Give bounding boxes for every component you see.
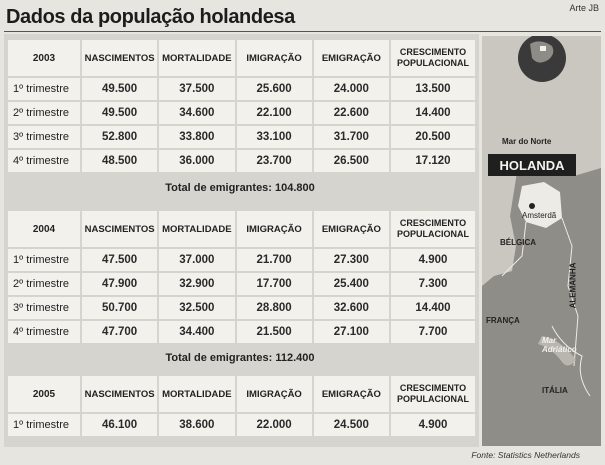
col-mortality: MORTALIDADE [159,40,234,76]
year-cell: 2003 [8,40,80,76]
col-immigration: IMIGRAÇÃO [237,40,312,76]
row-label: 4º trimestre [8,321,80,343]
row-label: 3º trimestre [8,126,80,148]
row-label: 4º trimestre [8,150,80,172]
cell-emigration: 32.600 [314,297,389,319]
cell-births: 49.500 [82,78,157,100]
col-immigration: IMIGRAÇÃO [237,211,312,247]
col-growth: CRESCIMENTO POPULACIONAL [391,211,475,247]
table-row [8,126,475,148]
row-label: 2º trimestre [8,102,80,124]
row-label: 1º trimestre [8,78,80,100]
col-births: NASCIMENTOS [82,211,157,247]
col-births: NASCIMENTOS [82,40,157,76]
title-rule [4,31,601,32]
cell-births: 46.100 [82,414,157,436]
col-emigration: EMIGRAÇÃO [314,40,389,76]
cell-mortality: 33.800 [159,126,234,148]
row-label: 2º trimestre [8,273,80,295]
cell-births: 49.500 [82,102,157,124]
cell-emigration: 27.300 [314,249,389,271]
cell-mortality: 37.500 [159,78,234,100]
cell-emigration: 24.000 [314,78,389,100]
cell-growth: 20.500 [391,126,475,148]
cell-growth: 13.500 [391,78,475,100]
col-emigration: EMIGRAÇÃO [314,376,389,412]
cell-immigration: 25.600 [237,78,312,100]
cell-mortality: 32.500 [159,297,234,319]
cell-immigration: 22.100 [237,102,312,124]
table-2004 [6,209,477,345]
cell-immigration: 17.700 [237,273,312,295]
row-label: 1º trimestre [8,249,80,271]
cell-growth: 7.700 [391,321,475,343]
table-2005 [6,374,477,438]
cell-births: 52.800 [82,126,157,148]
total-emigrants-2003: Total de emigrantes: 104.800 [165,182,315,194]
table-row [8,414,475,436]
cell-immigration: 28.800 [237,297,312,319]
cell-births: 48.500 [82,150,157,172]
year-cell: 2004 [8,211,80,247]
cell-births: 47.500 [82,249,157,271]
col-births: NASCIMENTOS [82,376,157,412]
cell-emigration: 27.100 [314,321,389,343]
table-row [8,102,475,124]
cell-mortality: 37.000 [159,249,234,271]
cell-emigration: 26.500 [314,150,389,172]
cell-growth: 14.400 [391,297,475,319]
cell-immigration: 33.100 [237,126,312,148]
cell-mortality: 32.900 [159,273,234,295]
europe-map [482,36,601,446]
cell-mortality: 38.600 [159,414,234,436]
cell-emigration: 24.500 [314,414,389,436]
cell-immigration: 21.700 [237,249,312,271]
cell-immigration: 23.700 [237,150,312,172]
year-cell: 2005 [8,376,80,412]
amsterdam-label: Amsterdã [522,211,557,220]
cell-births: 47.700 [82,321,157,343]
north-sea-label: Mar do Norte [502,137,552,146]
cell-growth: 17.120 [391,150,475,172]
table-row [8,249,475,271]
source-note: Fonte: Statistics Netherlands [471,450,580,460]
col-mortality: MORTALIDADE [159,376,234,412]
italy-label: ITÁLIA [542,386,568,395]
germany-label: ALEMANHA [568,262,578,309]
col-emigration: EMIGRAÇÃO [314,211,389,247]
cell-emigration: 22.600 [314,102,389,124]
cell-births: 50.700 [82,297,157,319]
cell-mortality: 34.400 [159,321,234,343]
cell-births: 47.900 [82,273,157,295]
table-row [8,78,475,100]
table-2003 [6,38,477,174]
table-row [8,150,475,172]
total-emigrants-2004: Total de emigrantes: 112.400 [165,352,315,364]
cell-emigration: 25.400 [314,273,389,295]
row-label: 3º trimestre [8,297,80,319]
france-label: FRANÇA [486,316,520,325]
cell-mortality: 34.600 [159,102,234,124]
cell-growth: 14.400 [391,102,475,124]
col-growth: CRESCIMENTO POPULACIONAL [391,40,475,76]
cell-growth: 4.900 [391,414,475,436]
table-row [8,321,475,343]
col-mortality: MORTALIDADE [159,211,234,247]
cell-immigration: 22.000 [237,414,312,436]
col-growth: CRESCIMENTO POPULACIONAL [391,376,475,412]
col-immigration: IMIGRAÇÃO [237,376,312,412]
header-row [8,211,475,247]
table-row [8,297,475,319]
header-row [8,40,475,76]
table-row [8,273,475,295]
belgium-label: BÉLGICA [500,238,536,247]
adriatic-label: Mar Adriático [542,336,577,354]
row-label: 1º trimestre [8,414,80,436]
cell-emigration: 31.700 [314,126,389,148]
cell-growth: 4.900 [391,249,475,271]
cell-immigration: 21.500 [237,321,312,343]
credit-line: Arte JB [569,3,599,13]
page-title: Dados da população holandesa [6,6,295,28]
country-label: HOLANDA [488,154,576,176]
cell-mortality: 36.000 [159,150,234,172]
header-row [8,376,475,412]
cell-growth: 7.300 [391,273,475,295]
amsterdam-dot [529,203,535,209]
